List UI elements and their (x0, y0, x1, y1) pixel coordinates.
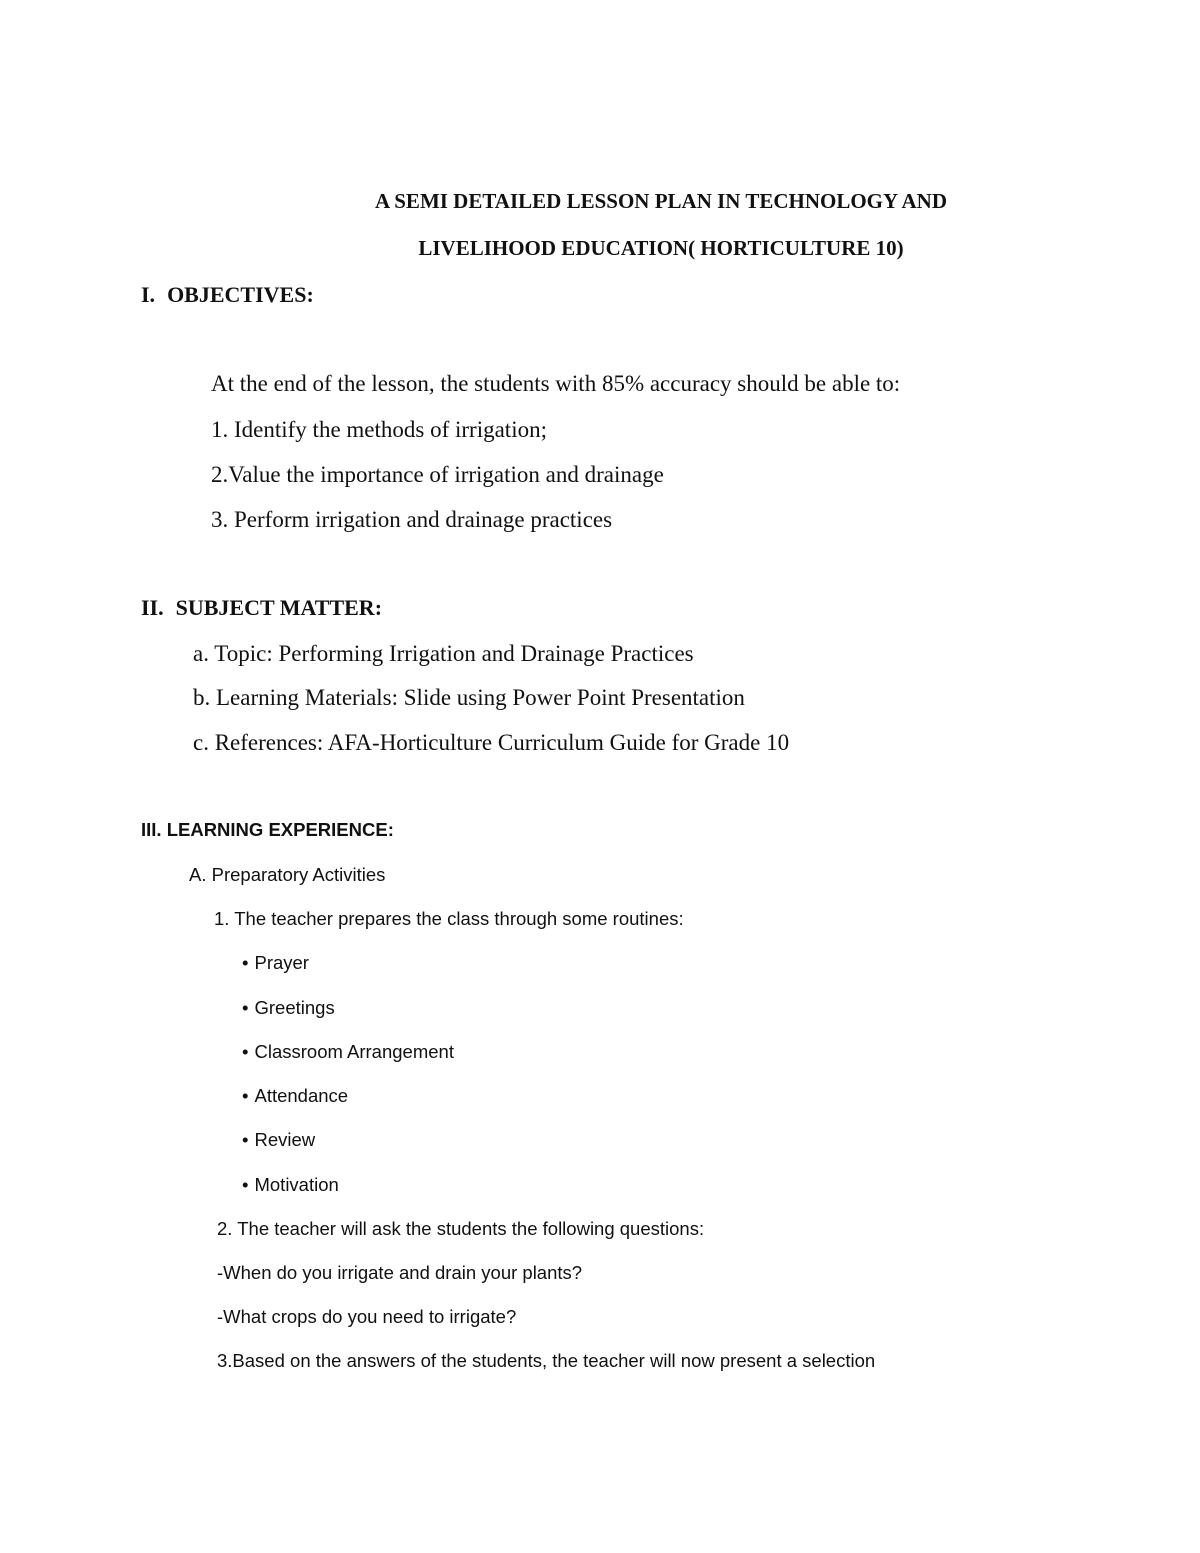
routine-bullet-item (242, 1043, 454, 1062)
routine-step-1: 1. The teacher prepares the class through some routines: (214, 908, 684, 929)
document-title-line-2: LIVELIHOOD EDUCATION( HORTICULTURE 10) (418, 236, 904, 260)
routine-bullet-item (242, 999, 335, 1018)
subject-learning-materials: b. Learning Materials: Slide using Power Point Presentation (193, 685, 745, 710)
objective-item-2: 2.Value the importance of irrigation and drainage (211, 462, 664, 487)
preparatory-activities-label: A. Preparatory Activities (189, 864, 386, 885)
bullet-icon: • (242, 1174, 249, 1195)
routine-bullet-item (242, 954, 309, 973)
routine-label: Attendance (254, 1085, 349, 1106)
objective-item-3: 3. Perform irrigation and drainage practices (211, 507, 613, 532)
objective-item-1: 1. Identify the methods of irrigation; (211, 417, 547, 442)
question-item-2: -What crops do you need to irrigate? (217, 1306, 517, 1327)
subject-references: c. References: AFA-Horticulture Curriculum Guide for Grade 10 (193, 730, 790, 755)
selection-step-3: 3.Based on the answers of the students, the teacher will now present a selection (217, 1350, 876, 1371)
routine-label: Review (254, 1129, 316, 1150)
subject-topic: a. Topic: Performing Irrigation and Drainage Practices (193, 641, 694, 666)
objectives-intro: At the end of the lesson, the students with 85% accuracy should be able to: (211, 371, 901, 396)
learning-experience-heading: III. LEARNING EXPERIENCE: (141, 819, 394, 840)
routine-label: Prayer (254, 952, 309, 973)
bullet-icon: • (242, 952, 249, 973)
document-title-line-1: A SEMI DETAILED LESSON PLAN IN TECHNOLOGY AND (375, 189, 947, 213)
objectives-heading (141, 284, 314, 306)
routine-label: Classroom Arrangement (254, 1041, 454, 1062)
bullet-icon: • (242, 997, 249, 1018)
question-item-1: -When do you irrigate and drain your plants? (217, 1262, 583, 1283)
objectives-number: I. (141, 282, 156, 307)
question-step-2: 2. The teacher will ask the students the following questions: (217, 1218, 705, 1239)
routine-label: Greetings (254, 997, 335, 1018)
routine-label: Motivation (254, 1174, 339, 1195)
subject-matter-number: II. (141, 595, 164, 620)
routine-bullet-item (242, 1087, 348, 1106)
subject-matter-title: SUBJECT MATTER: (175, 595, 383, 620)
bullet-icon: • (242, 1129, 249, 1150)
subject-matter-heading (141, 597, 382, 619)
objectives-title: OBJECTIVES: (167, 282, 314, 307)
bullet-icon: • (242, 1085, 249, 1106)
bullet-icon: • (242, 1041, 249, 1062)
routine-bullet-item (242, 1176, 339, 1195)
routine-bullet-item (242, 1131, 315, 1150)
